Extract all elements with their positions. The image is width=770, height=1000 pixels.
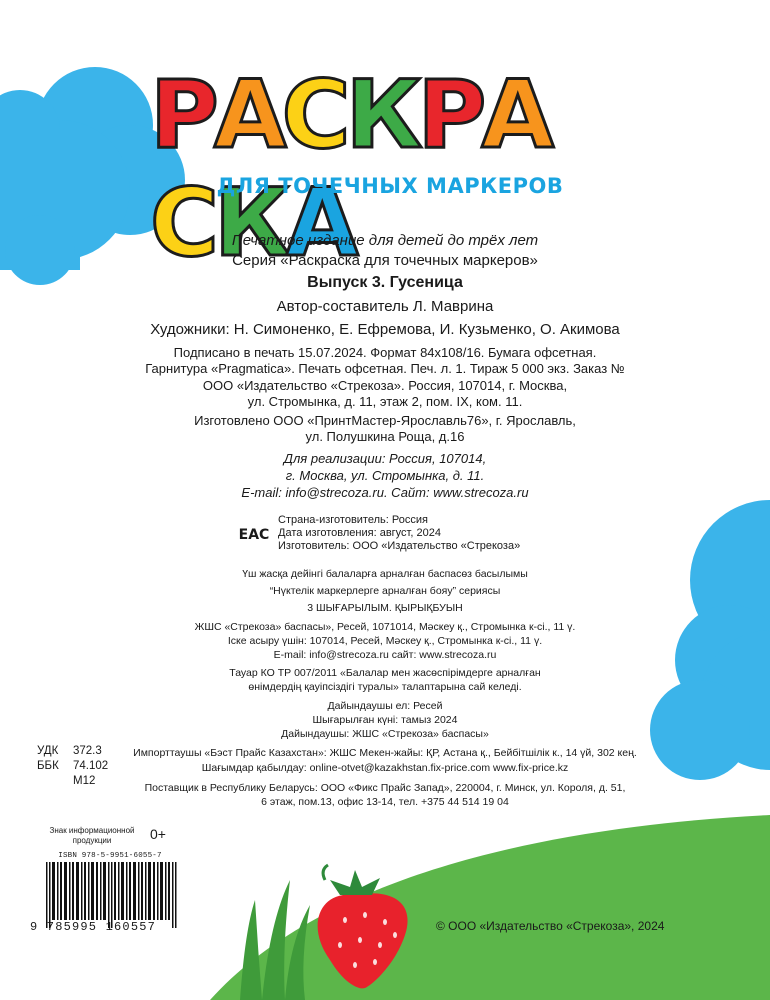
barcode-number: 9 785995 160557 <box>30 920 157 934</box>
imprint-artists: Художники: Н. Симоненко, Е. Ефремова, И. Кузьменко, О. Акимова <box>150 321 620 338</box>
imprint-line-series: Серия «Раскраска для точечных маркеров» <box>232 252 538 269</box>
logo-letter: Р <box>150 61 214 170</box>
info-sign-label-1: Знак информационной <box>49 826 135 835</box>
imprint-signed-2: Гарнитура «Pragmatica». Печать офсетная. Печ. л. 1. Тираж 5 000 экз. Заказ № <box>145 361 625 376</box>
udk-value: 372.3 <box>73 745 102 757</box>
kz-line-13: Шағымдар қабылдау: online-otvet@kazakhstan.fix-price.com www.fix-price.kz <box>201 762 569 774</box>
kz-line-3: 3 ШЫҒАРЫЛЫМ. ҚЫРЫҚБУЫН <box>307 602 463 614</box>
logo-letter: А <box>481 61 550 170</box>
kz-line-8: өнімдердің қауіпсіздігі туралы» талаптарына сай келеді. <box>248 681 522 693</box>
kz-line-2: “Нүктелік маркерлерге арналған бояу” сериясы <box>269 585 501 597</box>
imprint-signed-1: Подписано в печать 15.07.2024. Формат 84x108/16. Бумага офсетная. <box>173 345 597 360</box>
imprint-sale-2: г. Москва, ул. Стромынка, д. 11. <box>285 468 485 483</box>
imprint-issue: Выпуск 3. Гусеница <box>307 274 463 291</box>
logo-letter: С <box>150 169 214 278</box>
imprint-printer-1: Изготовлено ООО «ПринтМастер-Ярославль76», г. Ярославль, <box>194 413 576 428</box>
logo-letter: А <box>213 61 282 170</box>
logo-letter: К <box>345 61 418 170</box>
udk-label: УДК <box>37 745 59 757</box>
author-mark-value: М12 <box>73 775 96 787</box>
eac-date: Дата изготовления: август, 2024 <box>278 527 441 539</box>
info-sign-label-2: продукции <box>72 836 112 845</box>
kz-line-11: Дайындаушы: ЖШС «Стрекоза» баспасы» <box>281 728 489 740</box>
kz-line-10: Шығарылған күні: тамыз 2024 <box>312 714 458 726</box>
kz-line-9: Дайындаушы ел: Ресей <box>327 700 443 712</box>
eac-maker: Изготовитель: ООО «Издательство «Стрекоза» <box>278 540 521 552</box>
copyright-text: © ООО «Издательство «Стрекоза», 2024 <box>436 919 665 933</box>
logo-letter: К <box>214 169 286 278</box>
info-sign-label <box>37 826 147 846</box>
kz-line-14: Поставщик в Республику Беларусь: ООО «Фикс Прайс Запад», 220004, г. Минск, ул. Короля, д. 51, <box>144 782 626 794</box>
bbk-label: ББК <box>37 760 59 772</box>
eac-country: Страна-изготовитель: Россия <box>278 514 428 526</box>
kz-line-6: E-mail: info@strecoza.ru сайт: www.strecoza.ru <box>273 649 497 661</box>
logo-letter: С <box>281 61 346 170</box>
imprint-publisher-2: ул. Стромынка, д. 11, этаж 2, пом. IX, ком. 11. <box>247 394 523 409</box>
imprint-sale-3: E-mail: info@strecoza.ru. Сайт: www.strecoza.ru <box>241 485 529 500</box>
kz-line-5: Іске асыру үшін: 107014, Ресей, Мәскеу қ., Стромынка к-сі., 11 ү. <box>227 635 543 647</box>
grass-blades-shape <box>240 880 310 1000</box>
kz-line-12: Импорттаушы «Бэст Прайс Казахстан»: ЖШС Мекен-жайы: ҚР, Астана қ., Бейбітшілік к., 14 үй, 302 кең. <box>133 747 637 759</box>
kz-line-7: Тауар КО ТР 007/2011 «Балалар мен жасөспірімдерге арналған <box>229 667 541 679</box>
kz-line-1: Үш жасқа дейінгі балаларға арналған баспасөз басылымы <box>242 568 528 580</box>
barcode-image <box>46 862 178 928</box>
eac-mark-label: EAC <box>238 527 270 543</box>
bbk-value: 74.102 <box>73 760 109 772</box>
logo-subtitle: ДЛЯ ТОЧЕЧНЫХ МАРКЕРОВ <box>216 174 564 198</box>
isbn-text: ISBN 978-5-9951-6055-7 <box>58 852 162 860</box>
kz-line-4: ЖШС «Стрекоза» баспасы», Ресей, 1071014, Мәскеу қ., Стромынка к-сі., 11 ү. <box>194 621 576 633</box>
imprint-line-audience: Печатное издание для детей до трёх лет <box>231 232 539 249</box>
eac-block <box>238 514 618 554</box>
kz-line-15: 6 этаж, пом.13, офис 13-14, тел. +375 44 514 19 04 <box>261 796 509 808</box>
classification-codes <box>37 744 108 789</box>
eac-mark-icon <box>238 514 270 550</box>
logo-letter: А <box>285 169 354 278</box>
imprint-printer-2: ул. Полушкина Роща, д.16 <box>305 429 465 444</box>
imprint-publisher-1: ООО «Издательство «Стрекоза». Россия, 107014, г. Москва, <box>202 378 568 393</box>
logo-letter: Р <box>417 61 482 170</box>
imprint-author: Автор-составитель Л. Маврина <box>276 298 494 315</box>
age-rating: 0+ <box>150 826 166 842</box>
imprint-sale-1: Для реализации: Россия, 107014, <box>283 451 487 466</box>
